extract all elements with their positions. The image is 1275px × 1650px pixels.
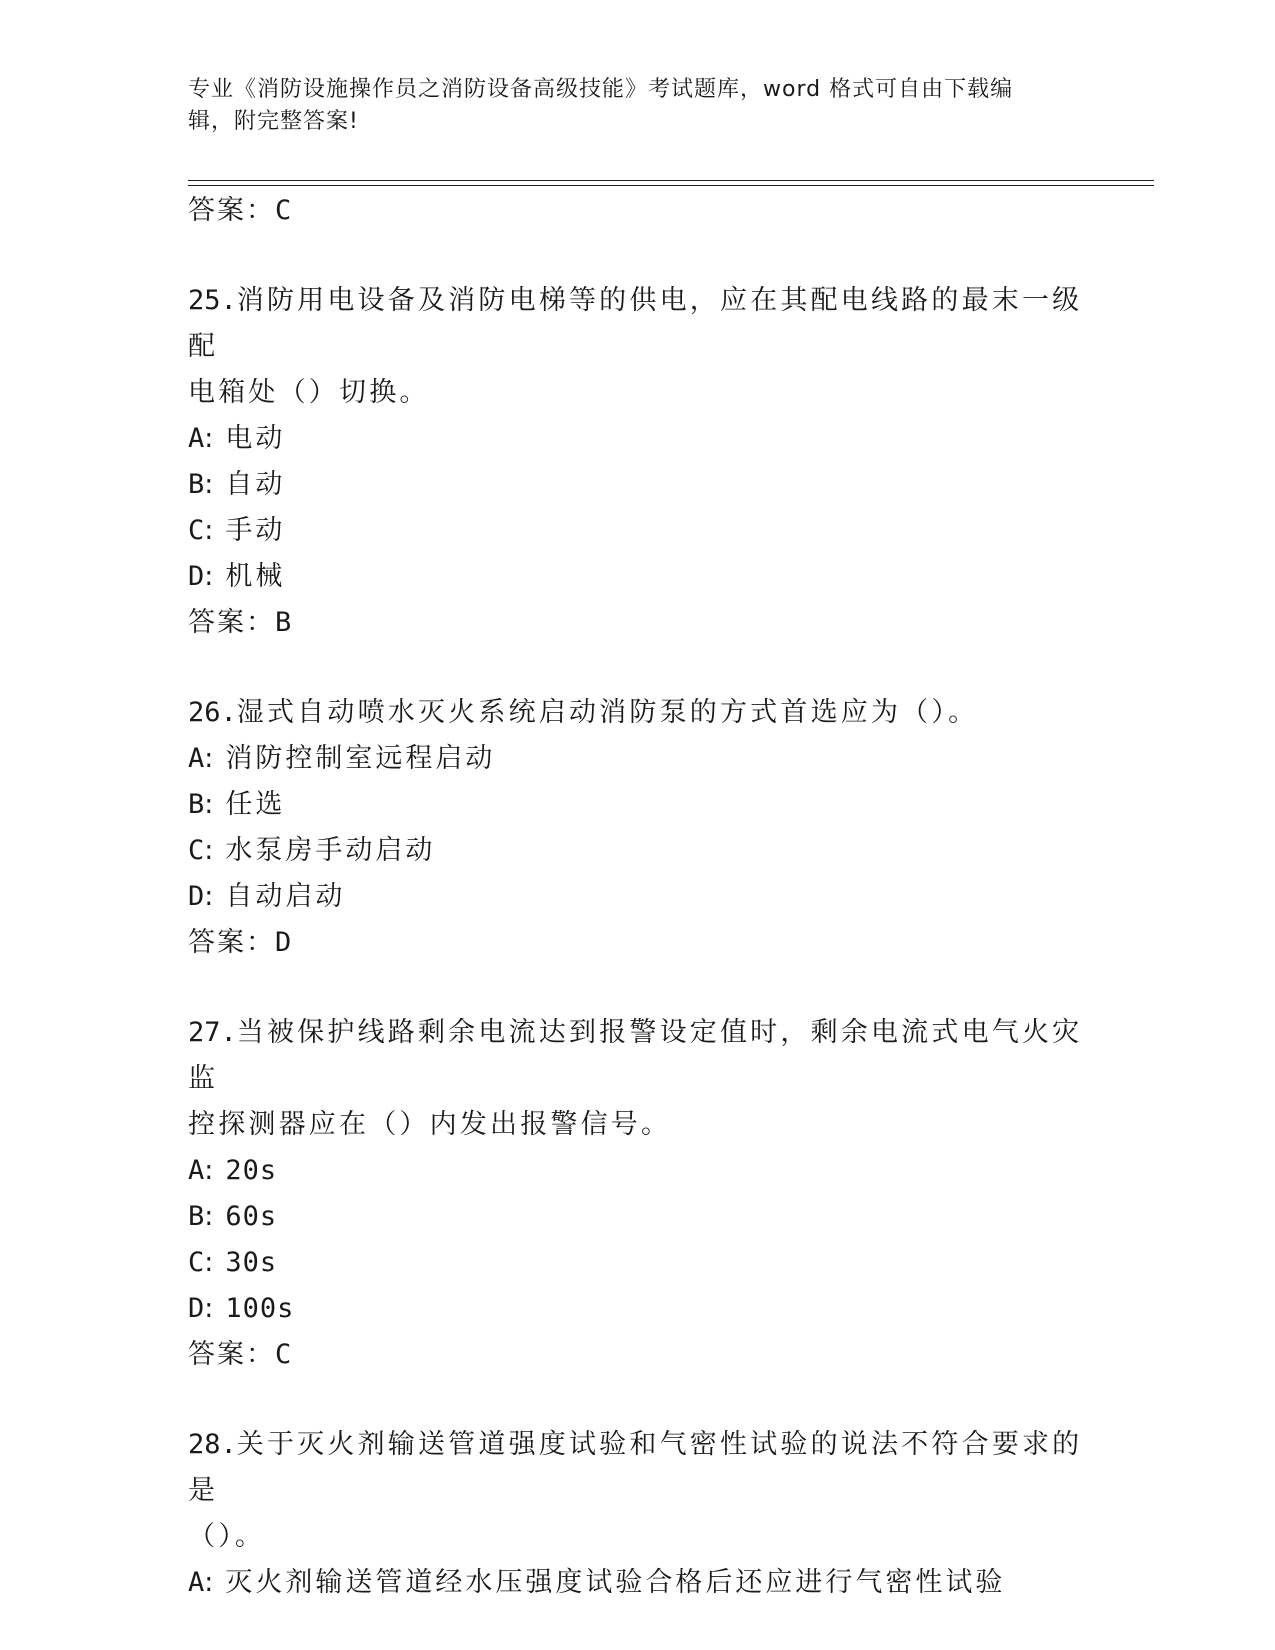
- header-divider-top: [188, 180, 1154, 181]
- option-separator: :: [204, 515, 214, 546]
- option-text: 灭火剂输送管道经水压强度试验合格后还应进行气密性试验: [225, 1567, 1006, 1598]
- option-letter: A: [188, 1567, 205, 1598]
- option-b: [188, 1194, 1088, 1240]
- header-line-2: 辑，附完整答案!: [188, 109, 359, 134]
- option-d: [188, 1286, 1088, 1332]
- answer-value: C: [275, 195, 292, 226]
- question-line-2: 电箱处（）切换。: [188, 377, 430, 408]
- question-25: [188, 278, 1088, 646]
- option-letter: B: [188, 789, 205, 820]
- option-letter: A: [188, 1155, 205, 1186]
- option-a: [188, 736, 1088, 782]
- answer-label: 答案：: [188, 1339, 275, 1370]
- option-a: [188, 1148, 1088, 1194]
- option-text: 消防控制室远程启动: [225, 743, 496, 774]
- answer-value: B: [275, 607, 292, 638]
- option-text: 手动: [225, 515, 286, 546]
- option-text: 自动启动: [225, 881, 346, 912]
- option-letter: D: [188, 561, 205, 592]
- question-text: [188, 1010, 1088, 1102]
- answer-label: 答案：: [188, 927, 275, 958]
- option-letter: B: [188, 469, 205, 500]
- answer-value: C: [275, 1339, 292, 1370]
- option-c: [188, 508, 1088, 554]
- question-line-2: 控探测器应在（）内发出报警信号。: [188, 1109, 672, 1140]
- option-separator: :: [204, 1155, 214, 1186]
- answer-label: 答案：: [188, 607, 275, 638]
- option-separator: :: [204, 881, 214, 912]
- option-text: 60s: [225, 1201, 278, 1232]
- option-text: 任选: [225, 789, 286, 820]
- option-text: 100s: [225, 1293, 295, 1324]
- question-26: [188, 690, 1088, 966]
- question-text: [188, 690, 1088, 736]
- option-c: [188, 828, 1088, 874]
- question-text: [188, 278, 1088, 370]
- option-text: 电动: [225, 423, 286, 454]
- question-number: 28.: [188, 1429, 237, 1460]
- option-letter: A: [188, 423, 205, 454]
- answer-line: [188, 920, 1088, 966]
- question-line-1: 当被保护线路剩余电流达到报警设定值时，剩余电流式电气火灾监: [188, 1017, 1083, 1094]
- option-letter: C: [188, 515, 205, 546]
- option-letter: C: [188, 1247, 205, 1278]
- option-separator: :: [204, 835, 214, 866]
- answer-label: 答案：: [188, 195, 275, 226]
- question-line-1: 湿式自动喷水灭火系统启动消防泵的方式首选应为（）。: [236, 697, 979, 728]
- option-separator: :: [204, 1567, 214, 1598]
- option-d: [188, 874, 1088, 920]
- option-separator: :: [204, 561, 214, 592]
- option-text: 水泵房手动启动: [225, 835, 436, 866]
- question-number: 25.: [188, 285, 237, 316]
- option-text: 机械: [225, 561, 286, 592]
- option-text: 20s: [225, 1155, 278, 1186]
- question-line-2: （）。: [188, 1521, 266, 1552]
- question-line-1: 消防用电设备及消防电梯等的供电，应在其配电线路的最末一级配: [188, 285, 1083, 362]
- question-28: [188, 1422, 1088, 1606]
- option-b: [188, 462, 1088, 508]
- option-d: [188, 554, 1088, 600]
- header-divider-bottom: [188, 185, 1154, 186]
- option-letter: D: [188, 1293, 205, 1324]
- option-text: 30s: [225, 1247, 278, 1278]
- question-number: 27.: [188, 1017, 237, 1048]
- option-separator: :: [204, 1201, 214, 1232]
- document-header: [188, 74, 1068, 138]
- answer-line-q24: [188, 188, 1088, 234]
- answer-line: [188, 1332, 1088, 1378]
- option-separator: :: [204, 1293, 214, 1324]
- option-b: [188, 782, 1088, 828]
- option-letter: C: [188, 835, 205, 866]
- option-letter: A: [188, 743, 205, 774]
- question-number: 26.: [188, 697, 237, 728]
- answer-value: D: [275, 927, 292, 958]
- option-letter: B: [188, 1201, 205, 1232]
- question-text: [188, 1422, 1088, 1514]
- answer-line: [188, 600, 1088, 646]
- option-separator: :: [204, 423, 214, 454]
- option-c: [188, 1240, 1088, 1286]
- option-text: 自动: [225, 469, 286, 500]
- option-separator: :: [204, 1247, 214, 1278]
- option-a: [188, 416, 1088, 462]
- option-separator: :: [204, 469, 214, 500]
- question-line-1: 关于灭火剂输送管道强度试验和气密性试验的说法不符合要求的是: [188, 1429, 1083, 1506]
- option-a: [188, 1560, 1088, 1606]
- question-27: [188, 1010, 1088, 1378]
- document-body: [188, 188, 1088, 1606]
- option-separator: :: [204, 789, 214, 820]
- option-letter: D: [188, 881, 205, 912]
- header-line-1: 专业《消防设施操作员之消防设备高级技能》考试题库，word 格式可自由下载编: [188, 77, 1014, 102]
- option-separator: :: [204, 743, 214, 774]
